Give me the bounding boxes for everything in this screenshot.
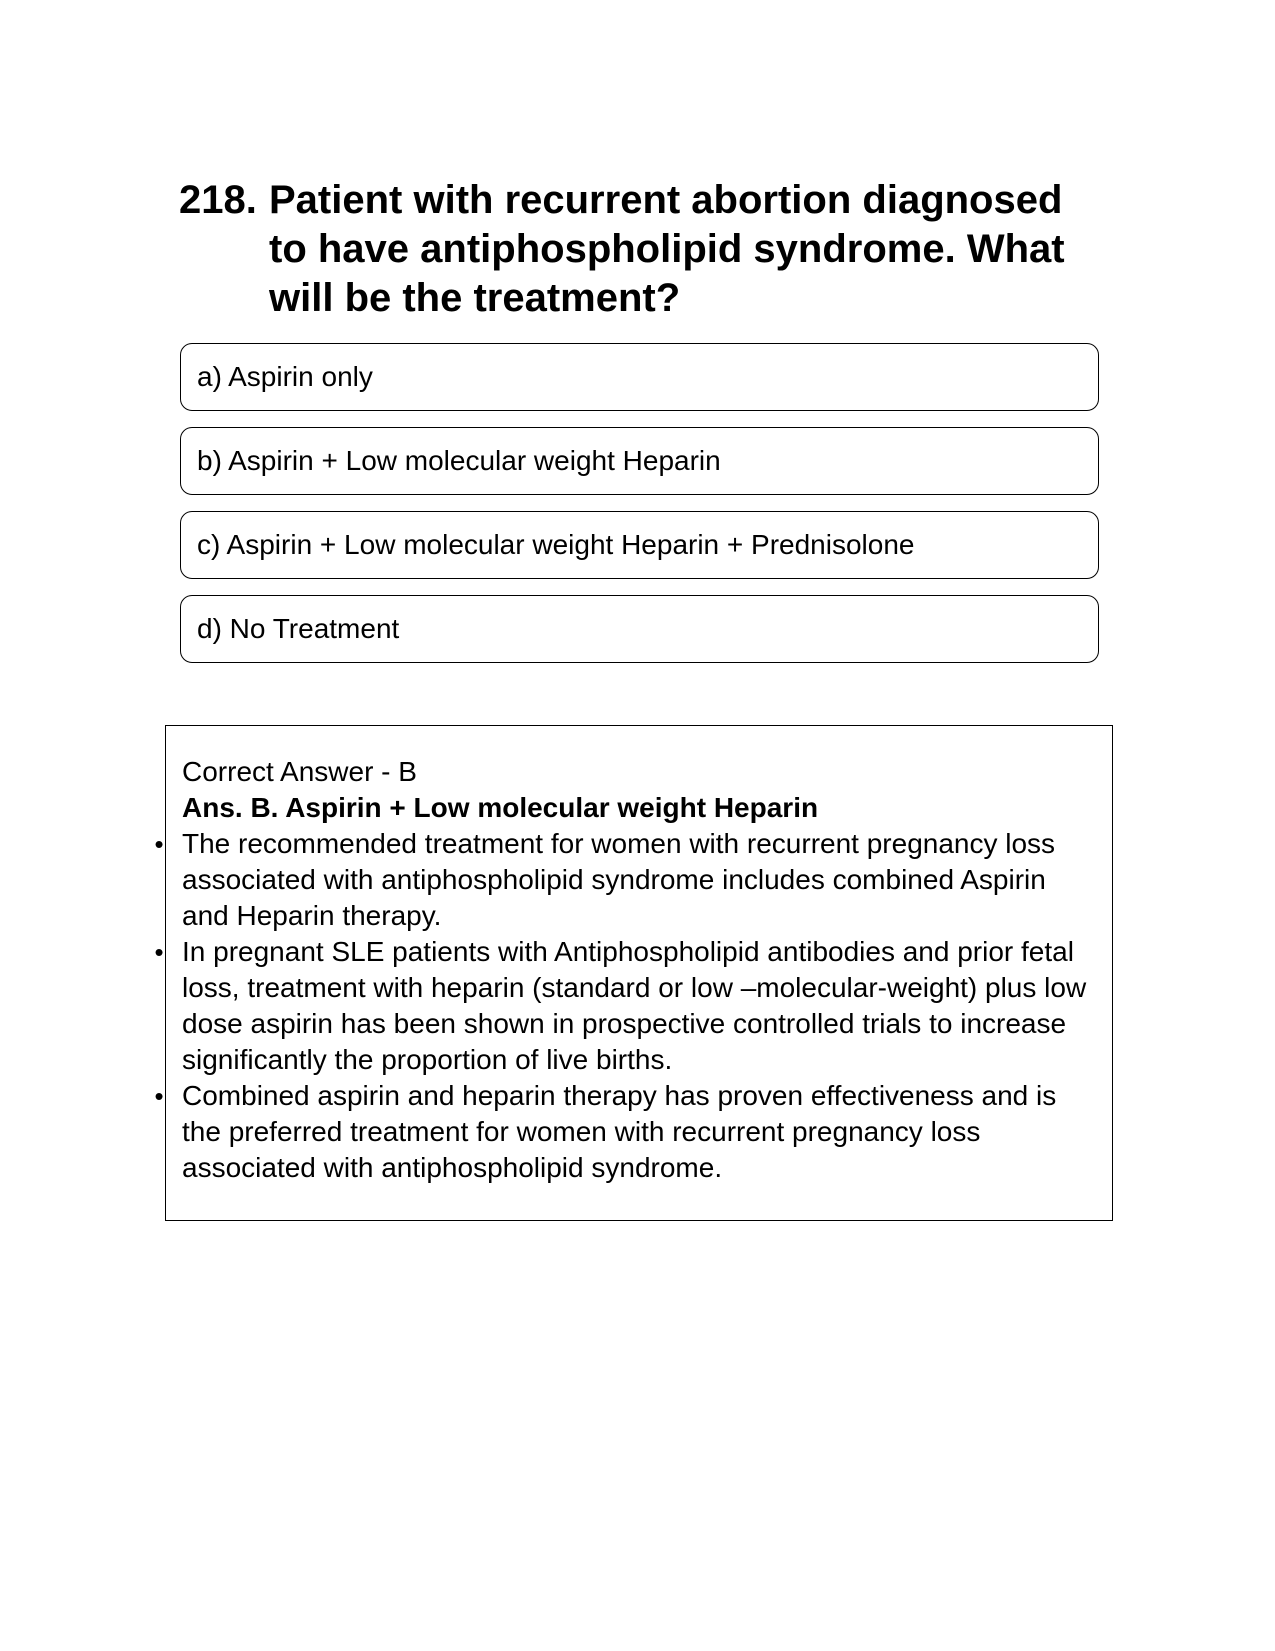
explanation-point — [154, 934, 1096, 1078]
explanation-list — [154, 826, 1096, 1186]
options-list — [180, 343, 1099, 679]
question-number: 218. — [179, 178, 257, 222]
question-block — [179, 176, 1079, 323]
bullet-icon: • — [154, 829, 164, 859]
answer-heading: Ans. B. Aspirin + Low molecular weight Heparin — [182, 792, 819, 823]
explanation-text: The recommended treatment for women with recurrent pregnancy loss associated with antiphospholipid syndrome includes combined Aspirin and Heparin therapy. — [182, 828, 1056, 931]
option-d[interactable]: d) No Treatment — [180, 595, 1099, 663]
correct-answer-line: Correct Answer - B — [182, 756, 417, 787]
explanation-text: Combined aspirin and heparin therapy has proven effectiveness and is the preferred treatment for women with recurrent pregnancy loss associated with antiphospholipid syndrome. — [182, 1080, 1057, 1183]
explanation-point — [154, 1078, 1096, 1186]
option-b[interactable]: b) Aspirin + Low molecular weight Heparin — [180, 427, 1099, 495]
answer-explanation-box — [154, 725, 1113, 1221]
option-a[interactable]: a) Aspirin only — [180, 343, 1099, 411]
bullet-icon: • — [154, 937, 164, 967]
option-c[interactable]: c) Aspirin + Low molecular weight Heparin + Prednisolone — [180, 511, 1099, 579]
question-text: Patient with recurrent abortion diagnosed to have antiphospholipid syndrome. What will be the treatment? — [269, 178, 1065, 320]
explanation-point — [154, 826, 1096, 934]
bullet-icon: • — [154, 1081, 164, 1111]
explanation-text: In pregnant SLE patients with Antiphospholipid antibodies and prior fetal loss, treatment with heparin (standard or low –molecular-weight) plus low dose aspirin has been shown in prospective controlled trials to increase significantly the proportion of live births. — [182, 936, 1087, 1075]
